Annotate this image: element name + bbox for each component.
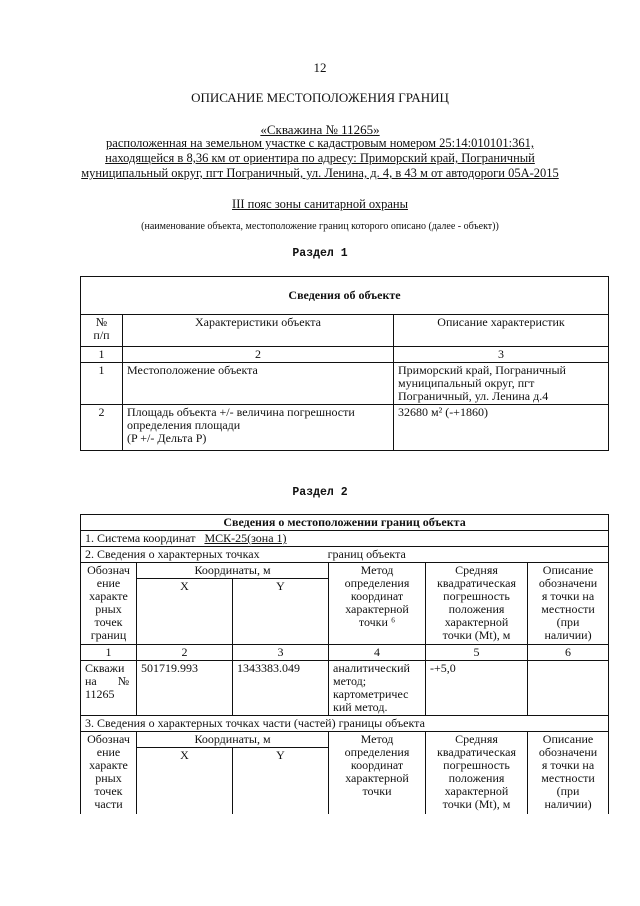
page-title: ОПИСАНИЕ МЕСТОПОЛОЖЕНИЯ ГРАНИЦ (191, 90, 449, 105)
header-line: положения (448, 771, 505, 785)
point-designation (81, 661, 137, 716)
header-line: Описание (542, 563, 594, 577)
part-point-description-header (528, 732, 609, 814)
object-info-title: Сведения об объекте (81, 277, 609, 315)
page-number: 12 (313, 60, 327, 75)
table-row (81, 661, 609, 716)
object-desc-line: расположенная на земельном участке с кадастровым номером 25:14:010101:361, (106, 136, 534, 150)
header-line: части (94, 797, 123, 811)
index-cell: 2 (123, 347, 394, 363)
header-line: Метод (360, 563, 394, 577)
point-description-header (528, 563, 609, 645)
header-line: характерной (345, 602, 409, 616)
header-line: определения (344, 745, 410, 759)
index-cell: 1 (81, 645, 137, 661)
col-number-header: № п/п (81, 315, 123, 347)
row-characteristic: Местоположение объекта (123, 363, 394, 405)
header-line: координат (350, 758, 404, 772)
header-line: (при (556, 615, 580, 629)
header-line: наличии) (544, 628, 592, 642)
col-description-header: Описание характеристик (394, 315, 609, 347)
y-header: Y (233, 579, 329, 645)
desc-line: Приморский край, Пограничный (398, 363, 566, 377)
method-line: картометричес (333, 687, 409, 701)
header-line: ение (96, 745, 121, 759)
y-value: 1343383.049 (233, 661, 329, 716)
col-characteristics-header: Характеристики объекта (123, 315, 394, 347)
header-line: погрешность (443, 758, 510, 772)
char-line: Площадь объекта +/- величина погрешности (127, 405, 355, 419)
part-error-header (426, 732, 528, 814)
section-2-heading: Раздел 2 (292, 486, 348, 499)
index-cell: 3 (394, 347, 609, 363)
char-line: определения площади (127, 418, 241, 432)
header-line: (при (556, 784, 580, 798)
point-line: Скважи (85, 661, 125, 675)
header-line: рных (95, 771, 122, 785)
index-cell: 4 (329, 645, 426, 661)
point-line: 11265 (85, 687, 115, 701)
index-cell: 2 (137, 645, 233, 661)
x-value: 501719.993 (137, 661, 233, 716)
method-line: аналитический (333, 661, 410, 675)
header-line: местности (541, 771, 595, 785)
method-value (329, 661, 426, 716)
points-section-row (81, 547, 609, 563)
points-section-suffix: границ объекта (327, 547, 406, 561)
coordinate-system-row (81, 531, 609, 547)
part-method-header (329, 732, 426, 814)
part-x-header: X (137, 748, 233, 814)
row-description (394, 363, 609, 405)
header-line: точки ⁶ (358, 615, 396, 629)
index-cell: 6 (528, 645, 609, 661)
point-description-value (528, 661, 609, 716)
char-line: (P +/- Дельта P) (127, 431, 207, 445)
header-line: квадратическая (437, 576, 516, 590)
object-info-table (80, 276, 609, 451)
row-characteristic (123, 405, 394, 451)
boundary-table-title: Сведения о местоположении границ объекта (81, 515, 609, 531)
row-number: 2 (81, 405, 123, 451)
header-line: характерной (444, 784, 509, 798)
point-line: на № (85, 674, 130, 688)
table-row (81, 405, 609, 451)
row-description: 32680 м² (-+1860) (394, 405, 609, 451)
header-line: обозначени (538, 745, 598, 759)
header-line: обозначени (538, 576, 598, 590)
object-name: «Скважина № 11265» (260, 122, 380, 137)
header-line: Обознач (87, 732, 130, 746)
part-coordinates-header: Координаты, м (137, 732, 329, 748)
header-line: координат (350, 589, 404, 603)
coordinates-header: Координаты, м (137, 563, 329, 579)
method-header (329, 563, 426, 645)
coordinate-system-value: МСК-25(зона 1) (204, 531, 287, 545)
header-line: определения (344, 576, 410, 590)
header-line: точек (94, 784, 123, 798)
header-line: я точки на (541, 589, 595, 603)
points-section-label: 2. Сведения о характерных точках (85, 547, 260, 561)
x-header: X (137, 579, 233, 645)
error-value: -+5,0 (426, 661, 528, 716)
header-line: характерной (345, 771, 409, 785)
object-desc-line: находящейся в 8,36 км от ориентира по адресу: Приморский край, Пограничный (105, 151, 535, 165)
header-line: точки (Mt), м (442, 797, 511, 811)
header-line: Метод (360, 732, 394, 746)
object-description (60, 136, 580, 181)
part-points-section-row: 3. Сведения о характерных точках части (частей) границы объекта (81, 716, 609, 732)
section-1-heading: Раздел 1 (292, 247, 348, 260)
zone-title: III пояс зоны санитарной охраны (232, 197, 408, 211)
header-line: точки (Mt), м (442, 628, 511, 642)
header-line: положения (448, 602, 505, 616)
header-line: Средняя (455, 732, 498, 746)
method-line: кий метод. (333, 700, 388, 714)
header-line: погрешность (443, 589, 510, 603)
header-line: Обознач (87, 563, 130, 577)
desc-line: муниципальный округ, пгт (398, 376, 535, 390)
header-line: точки (362, 784, 392, 798)
point-designation-header (81, 563, 137, 645)
coordinate-system-label: 1. Система координат (85, 531, 196, 545)
index-cell: 5 (426, 645, 528, 661)
error-header (426, 563, 528, 645)
zone-caption: (наименование объекта, местоположение границ которого описано (далее - объект)) (141, 221, 499, 232)
part-point-designation-header (81, 732, 137, 814)
header-line: местности (541, 602, 595, 616)
desc-line: Пограничный, ул. Ленина д.4 (398, 389, 549, 403)
index-cell: 1 (81, 347, 123, 363)
header-line: рных (95, 602, 122, 616)
header-line: ение (96, 576, 121, 590)
header-line: точек (94, 615, 123, 629)
header-line: характерной (444, 615, 509, 629)
part-y-header: Y (233, 748, 329, 814)
index-cell: 3 (233, 645, 329, 661)
header-line: характе (89, 758, 128, 772)
header-line: характе (89, 589, 128, 603)
header-line: Описание (542, 732, 594, 746)
header-line: я точки на (541, 758, 595, 772)
header-line: границ (90, 628, 127, 642)
table-row (81, 363, 609, 405)
row-number: 1 (81, 363, 123, 405)
boundary-table (80, 514, 609, 814)
method-line: метод; (333, 674, 367, 688)
header-line: Средняя (455, 563, 498, 577)
header-line: квадратическая (437, 745, 516, 759)
object-desc-line: муниципальный округ, пгт Пограничный, ул. Ленина, д. 4, в 43 м от автодороги 05А-2015 (81, 166, 559, 180)
header-line: наличии) (544, 797, 592, 811)
